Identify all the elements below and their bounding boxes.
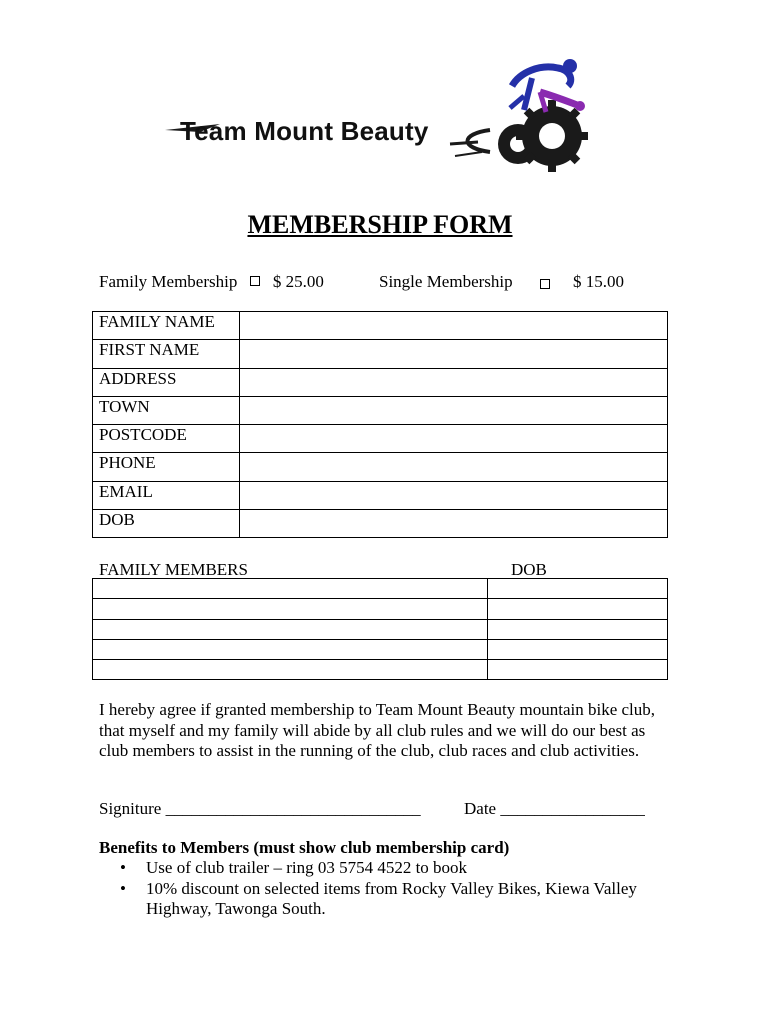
benefit-text: Use of club trailer – ring 03 5754 4522 to book [146,858,468,877]
table-row [93,510,668,538]
table-row [93,619,668,639]
email-field[interactable] [240,481,668,509]
family-members-header: FAMILY MEMBERS [99,560,248,579]
member-dob-field[interactable] [488,619,668,639]
family-name-field[interactable] [240,312,668,340]
field-label: TOWN [93,396,240,424]
table-row [93,453,668,481]
table-row [93,312,668,340]
member-name-field[interactable] [93,660,488,680]
first-name-field[interactable] [240,340,668,368]
member-dob-field[interactable] [488,660,668,680]
table-row [93,639,668,659]
bullet-icon: • [120,878,126,898]
family-membership-checkbox[interactable] [250,276,260,286]
postcode-field[interactable] [240,425,668,453]
member-name-field[interactable] [93,599,488,619]
member-name-field[interactable] [93,579,488,599]
field-label: FAMILY NAME [93,312,240,340]
table-row [93,660,668,680]
family-members-table [92,578,668,680]
benefits-heading: Benefits to Members (must show club membership card) [99,838,510,857]
single-membership-price: $ 15.00 [573,272,624,291]
field-label: PHONE [93,453,240,481]
table-row [93,579,668,599]
family-membership-price: $ 25.00 [272,272,324,291]
agreement-paragraph: I hereby agree if granted membership to Team Mount Beauty mountain bike club, that myself and my family will abide by all club rules and we will do our best as club members to assist in the running of the club, club races and club activities. [99,700,656,760]
family-members-dob-header: DOB [511,560,547,579]
field-label: FIRST NAME [93,340,240,368]
date-line[interactable]: Date _________________ [464,799,645,818]
benefits-list [118,858,658,920]
field-label: DOB [93,510,240,538]
field-label: POSTCODE [93,425,240,453]
member-dob-field[interactable] [488,579,668,599]
table-row [93,368,668,396]
table-row [93,599,668,619]
single-membership-checkbox[interactable] [540,279,550,289]
dob-field[interactable] [240,510,668,538]
town-field[interactable] [240,396,668,424]
address-field[interactable] [240,368,668,396]
table-row [93,481,668,509]
bullet-icon: • [120,858,126,877]
member-details-table [92,311,668,538]
field-label: EMAIL [93,481,240,509]
phone-field[interactable] [240,453,668,481]
member-name-field[interactable] [93,619,488,639]
logo-text: Team Mount Beauty [180,116,429,146]
single-membership-option [379,272,513,292]
team-logo [160,52,590,182]
field-label: ADDRESS [93,368,240,396]
form-title: MEMBERSHIP FORM [247,210,513,239]
family-membership-label: Family Membership [99,272,238,291]
list-item [118,879,658,920]
single-membership-label: Single Membership [379,272,513,291]
list-item [118,858,658,879]
benefit-text: 10% discount on selected items from Rocky Valley Bikes, Kiewa Valley Highway, Tawonga South. [146,878,637,918]
member-dob-field[interactable] [488,599,668,619]
table-row [93,396,668,424]
member-name-field[interactable] [93,639,488,659]
signature-line[interactable]: Signiture ______________________________ [99,799,421,818]
table-row [93,340,668,368]
member-dob-field[interactable] [488,639,668,659]
table-row [93,425,668,453]
family-membership-option [99,272,324,292]
